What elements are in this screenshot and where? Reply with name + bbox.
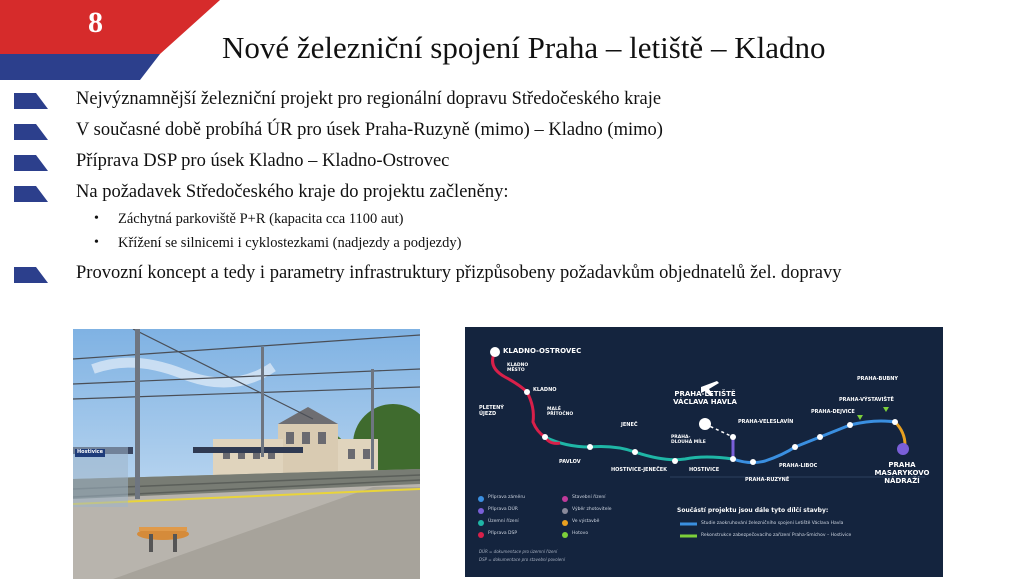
side-item: Studie zaokruhování železničního spojení Letiště Václava Havla [701, 521, 844, 526]
legend-label: Příprava DÚR [488, 507, 518, 512]
station-label: PRAHA-RUZYNĚ [745, 477, 790, 483]
route-map [465, 327, 943, 577]
slide-number: 8 [88, 6, 103, 39]
legend-label: Stavební řízení [572, 495, 606, 500]
bullet-marker-icon [14, 93, 48, 109]
station-label: PRAHA MASARYKOVO NÁDRAŽÍ [874, 461, 930, 485]
legend-label: Příprava DSP [488, 531, 518, 536]
bullet-marker-icon [14, 155, 48, 171]
station-sign: Hostivice [77, 449, 104, 455]
bullet-marker-icon [14, 124, 48, 140]
station-label: PRAHA-DEJVICE [811, 409, 855, 415]
station-label: PAVLOV [559, 459, 581, 465]
sub-bullet-dot: • [94, 235, 99, 250]
station-label: PRAHA-LETIŠTĚ VÁCLAVA HAVLA [673, 390, 737, 406]
slide-number-banner [0, 0, 220, 80]
station-label: PRAHA-BUBNY [857, 376, 899, 382]
station-label: PRAHA-LIBOC [779, 463, 818, 469]
station-label: HOSTIVICE [689, 467, 720, 473]
bullet-marker-icon [14, 267, 48, 283]
bullet-1: Nejvýznamnější železniční projekt pro regionální dopravu Středočeského kraje [76, 89, 662, 109]
station-label: PLETENÝ ÚJEZD [479, 405, 504, 417]
bullet-3: Příprava DSP pro úsek Kladno – Kladno-Ostrovec [76, 151, 450, 171]
sub-bullet-dot: • [94, 211, 99, 226]
legend-label: Ve výstavbě [572, 519, 600, 524]
sub-bullet-2: Křížení se silnicemi i cyklostezkami (nadjezdy a podjezdy) [118, 235, 462, 251]
side-item: Rekonstrukce zabezpečovacího zařízení Praha-Smíchov – Hostivice [701, 533, 852, 538]
station-label: PRAHA-VELESLAVÍN [738, 419, 794, 425]
bullet-5: Provozní koncept a tedy i parametry infrastruktury přizpůsobeny požadavkům objednatelů žel. dopravy [76, 263, 842, 283]
legend-label: Výběr zhotovitele [572, 507, 612, 512]
legend-note: DSP = dokumentace pro stavební povolení [479, 557, 565, 562]
station-label: PRAHA-DLOUHÁ MÍLE [671, 435, 706, 445]
station-label: PRAHA-VÝSTAVIŠTĚ [839, 397, 894, 403]
legend-label: Územní řízení [488, 519, 519, 524]
legend-label: Hotovo [572, 531, 589, 536]
legend-label: Příprava záměru [488, 495, 526, 500]
bullet-4: Na požadavek Středočeského kraje do projektu začleněny: [76, 182, 509, 202]
station-label: KLADNO [533, 387, 557, 393]
legend-note: DÚR = dokumentace pro územní řízení [479, 549, 558, 554]
station-label: HOSTIVICE-JENEČEK [611, 467, 668, 473]
station-label: KLADNO MĚSTO [507, 363, 529, 373]
bullet-marker-icon [14, 186, 48, 202]
sub-bullet-1: Záchytná parkoviště P+R (kapacita cca 1100 aut) [118, 211, 404, 227]
slide-title: Nové železniční spojení Praha – letiště – Kladno [222, 30, 826, 65]
bullet-2: V současné době probíhá ÚR pro úsek Praha-Ruzyně (mimo) – Kladno (mimo) [76, 120, 663, 140]
station-label: JENEČ [621, 422, 638, 428]
side-title: Součástí projektu jsou dále tyto dílčí stavby: [677, 507, 829, 514]
station-label: MALÉ PŘÍTOČNO [547, 407, 574, 417]
station-label: KLADNO-OSTROVEC [503, 347, 582, 355]
station-rendering-image [73, 329, 420, 579]
